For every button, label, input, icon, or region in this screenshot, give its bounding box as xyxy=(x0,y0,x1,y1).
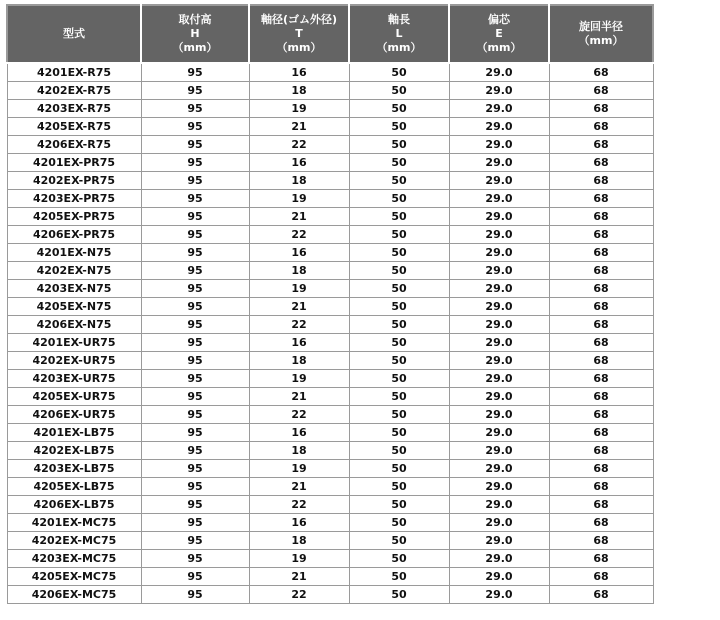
table-row xyxy=(7,514,653,532)
model-cell: 4202EX-LB75 xyxy=(7,442,141,460)
model-cell: 4202EX-UR75 xyxy=(7,352,141,370)
mount-height-cell: 95 xyxy=(141,388,249,406)
eccentricity-cell: 29.0 xyxy=(449,262,549,280)
eccentricity-cell: 29.0 xyxy=(449,352,549,370)
model-cell: 4203EX-MC75 xyxy=(7,550,141,568)
mount-height-cell: 95 xyxy=(141,460,249,478)
swivel-radius-cell: 68 xyxy=(549,550,653,568)
model-cell: 4206EX-N75 xyxy=(7,316,141,334)
column-header-shaft-diameter-symbol: T xyxy=(295,27,303,40)
swivel-radius-cell: 68 xyxy=(549,316,653,334)
table-row xyxy=(7,82,653,100)
swivel-radius-cell: 68 xyxy=(549,370,653,388)
eccentricity-cell: 29.0 xyxy=(449,82,549,100)
table-row xyxy=(7,226,653,244)
table-row xyxy=(7,550,653,568)
column-header-shaft-diameter-unit: （mm） xyxy=(276,41,322,54)
column-header-eccentricity-name: 偏芯 xyxy=(488,13,510,26)
mount-height-cell: 95 xyxy=(141,316,249,334)
model-cell: 4202EX-PR75 xyxy=(7,172,141,190)
column-header-eccentricity-unit: （mm） xyxy=(476,41,522,54)
mount-height-cell: 95 xyxy=(141,190,249,208)
eccentricity-cell: 29.0 xyxy=(449,280,549,298)
model-cell: 4205EX-UR75 xyxy=(7,388,141,406)
swivel-radius-cell: 68 xyxy=(549,100,653,118)
mount-height-cell: 95 xyxy=(141,370,249,388)
swivel-radius-cell: 68 xyxy=(549,262,653,280)
model-cell: 4201EX-MC75 xyxy=(7,514,141,532)
model-cell: 4201EX-N75 xyxy=(7,244,141,262)
swivel-radius-cell: 68 xyxy=(549,334,653,352)
model-cell: 4205EX-MC75 xyxy=(7,568,141,586)
swivel-radius-cell: 68 xyxy=(549,172,653,190)
shaft-diameter-cell: 19 xyxy=(249,550,349,568)
model-cell: 4205EX-N75 xyxy=(7,298,141,316)
table-row xyxy=(7,496,653,514)
eccentricity-cell: 29.0 xyxy=(449,460,549,478)
swivel-radius-cell: 68 xyxy=(549,118,653,136)
eccentricity-cell: 29.0 xyxy=(449,100,549,118)
eccentricity-cell: 29.0 xyxy=(449,370,549,388)
shaft-diameter-cell: 21 xyxy=(249,298,349,316)
shaft-length-cell: 50 xyxy=(349,532,449,550)
shaft-diameter-cell: 18 xyxy=(249,172,349,190)
swivel-radius-cell: 68 xyxy=(549,532,653,550)
eccentricity-cell: 29.0 xyxy=(449,190,549,208)
mount-height-cell: 95 xyxy=(141,208,249,226)
shaft-length-cell: 50 xyxy=(349,316,449,334)
table-row xyxy=(7,334,653,352)
shaft-length-cell: 50 xyxy=(349,226,449,244)
eccentricity-cell: 29.0 xyxy=(449,208,549,226)
shaft-diameter-cell: 22 xyxy=(249,136,349,154)
model-cell: 4203EX-LB75 xyxy=(7,460,141,478)
mount-height-cell: 95 xyxy=(141,568,249,586)
mount-height-cell: 95 xyxy=(141,82,249,100)
shaft-length-cell: 50 xyxy=(349,424,449,442)
swivel-radius-cell: 68 xyxy=(549,424,653,442)
mount-height-cell: 95 xyxy=(141,298,249,316)
swivel-radius-cell: 68 xyxy=(549,352,653,370)
swivel-radius-cell: 68 xyxy=(549,406,653,424)
swivel-radius-cell: 68 xyxy=(549,136,653,154)
eccentricity-cell: 29.0 xyxy=(449,244,549,262)
shaft-diameter-cell: 18 xyxy=(249,442,349,460)
column-header-mount-height-name: 取付高 xyxy=(178,13,212,26)
shaft-length-cell: 50 xyxy=(349,568,449,586)
column-header-swivel-radius-unit: （mm） xyxy=(578,34,624,47)
shaft-length-cell: 50 xyxy=(349,172,449,190)
column-header-shaft-length-symbol: L xyxy=(395,27,403,40)
swivel-radius-cell: 68 xyxy=(549,154,653,172)
shaft-length-cell: 50 xyxy=(349,334,449,352)
table-row xyxy=(7,118,653,136)
table-body xyxy=(7,63,653,604)
shaft-length-cell: 50 xyxy=(349,244,449,262)
eccentricity-cell: 29.0 xyxy=(449,226,549,244)
shaft-diameter-cell: 19 xyxy=(249,460,349,478)
column-header-mount-height-symbol: H xyxy=(190,27,200,40)
swivel-radius-cell: 68 xyxy=(549,82,653,100)
swivel-radius-cell: 68 xyxy=(549,208,653,226)
swivel-radius-cell: 68 xyxy=(549,496,653,514)
model-cell: 4203EX-N75 xyxy=(7,280,141,298)
eccentricity-cell: 29.0 xyxy=(449,406,549,424)
mount-height-cell: 95 xyxy=(141,226,249,244)
swivel-radius-cell: 68 xyxy=(549,298,653,316)
mount-height-cell: 95 xyxy=(141,406,249,424)
mount-height-cell: 95 xyxy=(141,496,249,514)
eccentricity-cell: 29.0 xyxy=(449,298,549,316)
table-row xyxy=(7,280,653,298)
swivel-radius-cell: 68 xyxy=(549,478,653,496)
mount-height-cell: 95 xyxy=(141,586,249,604)
swivel-radius-cell: 68 xyxy=(549,388,653,406)
model-cell: 4202EX-MC75 xyxy=(7,532,141,550)
model-cell: 4202EX-R75 xyxy=(7,82,141,100)
shaft-length-cell: 50 xyxy=(349,460,449,478)
table-row xyxy=(7,262,653,280)
eccentricity-cell: 29.0 xyxy=(449,316,549,334)
eccentricity-cell: 29.0 xyxy=(449,424,549,442)
model-cell: 4201EX-LB75 xyxy=(7,424,141,442)
eccentricity-cell: 29.0 xyxy=(449,478,549,496)
shaft-length-cell: 50 xyxy=(349,496,449,514)
shaft-length-cell: 50 xyxy=(349,406,449,424)
column-header-eccentricity-symbol: E xyxy=(495,27,503,40)
table-row xyxy=(7,172,653,190)
shaft-diameter-cell: 22 xyxy=(249,586,349,604)
shaft-length-cell: 50 xyxy=(349,82,449,100)
table-row xyxy=(7,478,653,496)
table-row xyxy=(7,406,653,424)
table-row xyxy=(7,442,653,460)
shaft-diameter-cell: 16 xyxy=(249,514,349,532)
eccentricity-cell: 29.0 xyxy=(449,532,549,550)
eccentricity-cell: 29.0 xyxy=(449,136,549,154)
shaft-diameter-cell: 19 xyxy=(249,100,349,118)
model-cell: 4205EX-R75 xyxy=(7,118,141,136)
shaft-length-cell: 50 xyxy=(349,442,449,460)
shaft-diameter-cell: 18 xyxy=(249,532,349,550)
column-header-shaft-diameter xyxy=(249,5,349,63)
model-cell: 4203EX-R75 xyxy=(7,100,141,118)
table-row xyxy=(7,208,653,226)
shaft-diameter-cell: 19 xyxy=(249,190,349,208)
swivel-radius-cell: 68 xyxy=(549,460,653,478)
eccentricity-cell: 29.0 xyxy=(449,63,549,82)
table-row xyxy=(7,388,653,406)
shaft-diameter-cell: 16 xyxy=(249,244,349,262)
mount-height-cell: 95 xyxy=(141,100,249,118)
shaft-diameter-cell: 22 xyxy=(249,496,349,514)
mount-height-cell: 95 xyxy=(141,244,249,262)
column-header-mount-height-unit: （mm） xyxy=(172,41,218,54)
mount-height-cell: 95 xyxy=(141,478,249,496)
shaft-length-cell: 50 xyxy=(349,63,449,82)
model-cell: 4201EX-UR75 xyxy=(7,334,141,352)
mount-height-cell: 95 xyxy=(141,172,249,190)
model-cell: 4203EX-UR75 xyxy=(7,370,141,388)
column-header-swivel-radius xyxy=(549,5,653,63)
spec-table xyxy=(6,4,654,604)
table-row xyxy=(7,190,653,208)
table-row xyxy=(7,586,653,604)
shaft-length-cell: 50 xyxy=(349,100,449,118)
eccentricity-cell: 29.0 xyxy=(449,550,549,568)
shaft-diameter-cell: 22 xyxy=(249,406,349,424)
shaft-length-cell: 50 xyxy=(349,136,449,154)
table-row xyxy=(7,136,653,154)
model-cell: 4206EX-MC75 xyxy=(7,586,141,604)
eccentricity-cell: 29.0 xyxy=(449,496,549,514)
shaft-length-cell: 50 xyxy=(349,370,449,388)
shaft-length-cell: 50 xyxy=(349,280,449,298)
mount-height-cell: 95 xyxy=(141,280,249,298)
mount-height-cell: 95 xyxy=(141,334,249,352)
shaft-length-cell: 50 xyxy=(349,586,449,604)
shaft-diameter-cell: 22 xyxy=(249,316,349,334)
model-cell: 4201EX-R75 xyxy=(7,63,141,82)
shaft-length-cell: 50 xyxy=(349,118,449,136)
eccentricity-cell: 29.0 xyxy=(449,442,549,460)
shaft-diameter-cell: 18 xyxy=(249,82,349,100)
table-row xyxy=(7,316,653,334)
table-row xyxy=(7,532,653,550)
table-row xyxy=(7,100,653,118)
column-header-shaft-length-unit: （mm） xyxy=(376,41,422,54)
table-row xyxy=(7,568,653,586)
shaft-diameter-cell: 21 xyxy=(249,388,349,406)
swivel-radius-cell: 68 xyxy=(549,280,653,298)
shaft-diameter-cell: 16 xyxy=(249,424,349,442)
table-row xyxy=(7,63,653,82)
eccentricity-cell: 29.0 xyxy=(449,514,549,532)
shaft-length-cell: 50 xyxy=(349,478,449,496)
mount-height-cell: 95 xyxy=(141,442,249,460)
swivel-radius-cell: 68 xyxy=(549,63,653,82)
model-cell: 4206EX-UR75 xyxy=(7,406,141,424)
table-row xyxy=(7,370,653,388)
header-row xyxy=(7,5,653,63)
shaft-diameter-cell: 21 xyxy=(249,478,349,496)
column-header-shaft-length-name: 軸長 xyxy=(388,13,410,26)
shaft-diameter-cell: 21 xyxy=(249,208,349,226)
shaft-diameter-cell: 22 xyxy=(249,226,349,244)
model-cell: 4206EX-LB75 xyxy=(7,496,141,514)
shaft-length-cell: 50 xyxy=(349,352,449,370)
swivel-radius-cell: 68 xyxy=(549,568,653,586)
table-row xyxy=(7,460,653,478)
model-cell: 4202EX-N75 xyxy=(7,262,141,280)
table-row xyxy=(7,352,653,370)
column-header-eccentricity xyxy=(449,5,549,63)
column-header-shaft-diameter-name: 軸径(ゴム外径) xyxy=(260,13,338,26)
mount-height-cell: 95 xyxy=(141,262,249,280)
shaft-length-cell: 50 xyxy=(349,550,449,568)
eccentricity-cell: 29.0 xyxy=(449,172,549,190)
mount-height-cell: 95 xyxy=(141,154,249,172)
shaft-diameter-cell: 21 xyxy=(249,568,349,586)
shaft-length-cell: 50 xyxy=(349,262,449,280)
model-cell: 4201EX-PR75 xyxy=(7,154,141,172)
model-cell: 4205EX-LB75 xyxy=(7,478,141,496)
mount-height-cell: 95 xyxy=(141,532,249,550)
model-cell: 4206EX-R75 xyxy=(7,136,141,154)
mount-height-cell: 95 xyxy=(141,424,249,442)
shaft-length-cell: 50 xyxy=(349,154,449,172)
column-header-swivel-radius-name: 旋回半径 xyxy=(579,20,623,33)
shaft-length-cell: 50 xyxy=(349,514,449,532)
shaft-diameter-cell: 16 xyxy=(249,63,349,82)
table-row xyxy=(7,424,653,442)
shaft-length-cell: 50 xyxy=(349,298,449,316)
shaft-length-cell: 50 xyxy=(349,190,449,208)
mount-height-cell: 95 xyxy=(141,352,249,370)
mount-height-cell: 95 xyxy=(141,118,249,136)
swivel-radius-cell: 68 xyxy=(549,514,653,532)
mount-height-cell: 95 xyxy=(141,63,249,82)
table-row xyxy=(7,298,653,316)
shaft-diameter-cell: 16 xyxy=(249,334,349,352)
swivel-radius-cell: 68 xyxy=(549,442,653,460)
column-header-mount-height xyxy=(141,5,249,63)
eccentricity-cell: 29.0 xyxy=(449,334,549,352)
shaft-diameter-cell: 19 xyxy=(249,280,349,298)
mount-height-cell: 95 xyxy=(141,514,249,532)
shaft-diameter-cell: 18 xyxy=(249,352,349,370)
eccentricity-cell: 29.0 xyxy=(449,388,549,406)
column-header-model-name: 型式 xyxy=(63,27,85,40)
shaft-diameter-cell: 19 xyxy=(249,370,349,388)
swivel-radius-cell: 68 xyxy=(549,226,653,244)
model-cell: 4206EX-PR75 xyxy=(7,226,141,244)
column-header-model xyxy=(7,5,141,63)
shaft-length-cell: 50 xyxy=(349,208,449,226)
model-cell: 4203EX-PR75 xyxy=(7,190,141,208)
table-row xyxy=(7,244,653,262)
eccentricity-cell: 29.0 xyxy=(449,586,549,604)
eccentricity-cell: 29.0 xyxy=(449,118,549,136)
mount-height-cell: 95 xyxy=(141,550,249,568)
swivel-radius-cell: 68 xyxy=(549,190,653,208)
shaft-diameter-cell: 21 xyxy=(249,118,349,136)
column-header-shaft-length xyxy=(349,5,449,63)
shaft-diameter-cell: 16 xyxy=(249,154,349,172)
mount-height-cell: 95 xyxy=(141,136,249,154)
shaft-diameter-cell: 18 xyxy=(249,262,349,280)
swivel-radius-cell: 68 xyxy=(549,586,653,604)
swivel-radius-cell: 68 xyxy=(549,244,653,262)
shaft-length-cell: 50 xyxy=(349,388,449,406)
eccentricity-cell: 29.0 xyxy=(449,154,549,172)
model-cell: 4205EX-PR75 xyxy=(7,208,141,226)
table-row xyxy=(7,154,653,172)
eccentricity-cell: 29.0 xyxy=(449,568,549,586)
